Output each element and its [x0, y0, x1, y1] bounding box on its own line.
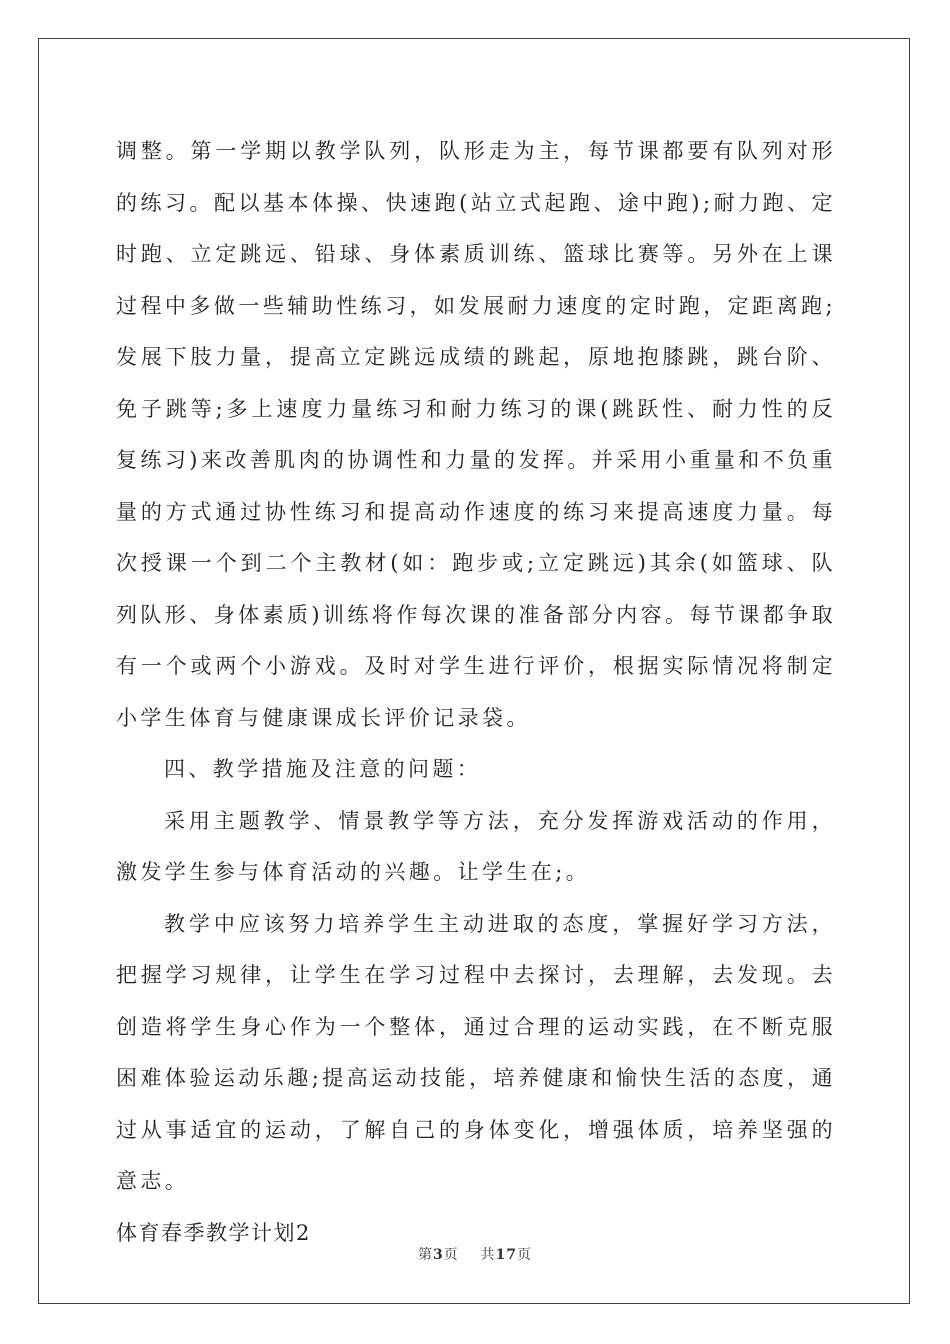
footer-page-unit: 页: [443, 1247, 459, 1263]
page-footer: [0, 1244, 950, 1264]
footer-total-unit: 页: [517, 1247, 533, 1263]
footer-total-prefix: 共: [480, 1247, 496, 1263]
footer-total-pages: 17: [495, 1247, 518, 1263]
paragraph-teaching-arrangement: 调整。第一学期以教学队列，队形走为主，每节课都要有队列对形的练习。配以基本体操、快速跑(站立式起跑、途中跑);耐力跑、定时跑、立定跳远、铅球、身体素质训练、篮球比赛等。另外在上课过程中多做一些辅助性练习，如发展耐力速度的定时跑，定距离跑;发展下肢力量，提高立定跳远成绩的跳起，原地抱膝跳，跳台阶、免子跳等;多上速度力量练习和耐力练习的课(跳跃性、耐力性的反复练习)来改善肌肉的协调性和力量的发挥。并采用小重量和不负重量的方式通过协性练习和提高动作速度的练习来提高速度力量。每次授课一个到二个主教材(如：跑步或;立定跳远)其余(如篮球、队列队形、身体素质)训练将作每次课的准备部分内容。每节课都争取有一个或两个小游戏。及时对学生进行评价，根据实际情况将制定小学生体育与健康课成长评价记录袋。: [116, 139, 836, 730]
paragraph-teaching-goals: 教学中应该努力培养学生主动进取的态度，掌握好学习方法，把握学习规律，让学生在学习过程中去探讨，去理解，去发现。去创造将学生身心作为一个整体，通过合理的运动实践，在不断克服困难体验运动乐趣;提高运动技能，培养健康和愉快生活的态度，通过从事适宜的运动，了解自己的身体变化，增强体质，培养坚强的意志。: [116, 911, 836, 1193]
footer-page-prefix: 第: [417, 1247, 433, 1263]
paragraph-teaching-methods: 采用主题教学、情景教学等方法，充分发挥游戏活动的作用，激发学生参与体育活动的兴趣。让学生在;。: [116, 808, 836, 884]
footer-page-number: 3: [432, 1247, 444, 1263]
section-heading-measures: 四、教学措施及注意的问题：: [164, 757, 482, 781]
document-body: [116, 126, 836, 1259]
next-plan-title: 体育春季教学计划2: [116, 1220, 311, 1245]
